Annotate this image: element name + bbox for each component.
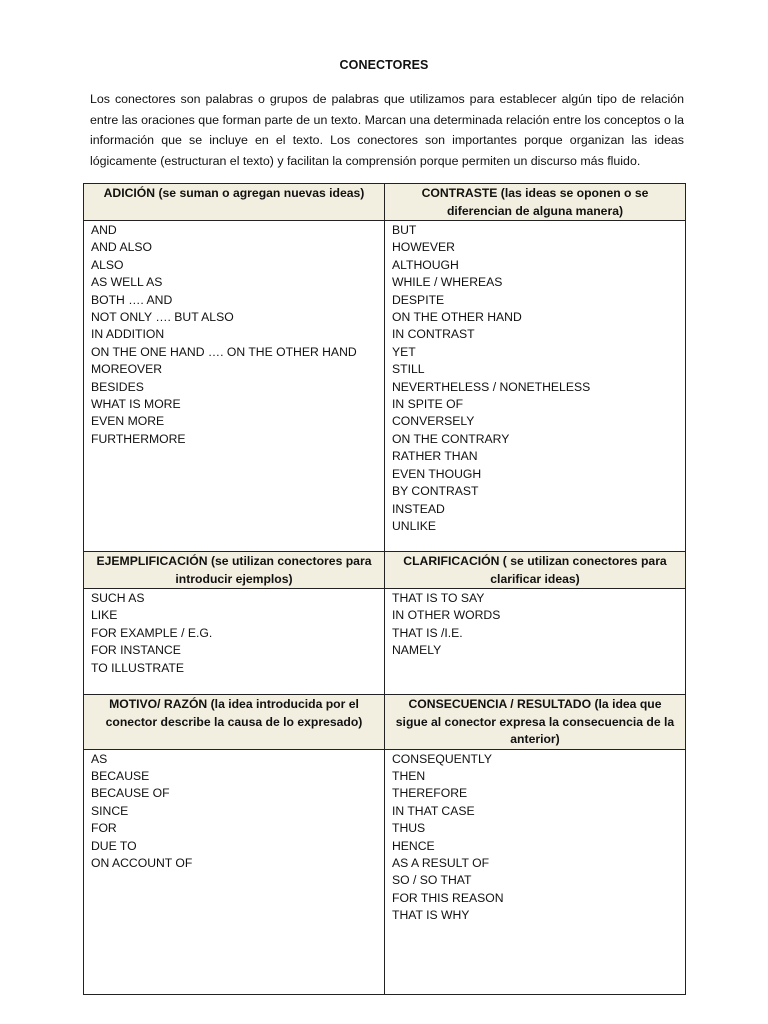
list-item: CONSEQUENTLY <box>392 751 492 766</box>
list-item: ON THE ONE HAND …. ON THE OTHER HAND <box>91 344 357 359</box>
list-item: IN OTHER WORDS <box>392 608 501 623</box>
list-item: THAT IS WHY <box>392 908 470 923</box>
connectors-table <box>83 183 686 995</box>
table-header-row <box>84 695 686 750</box>
list-item: AS <box>91 751 108 766</box>
list-item: NOT ONLY …. BUT ALSO <box>91 310 234 325</box>
adicion-header: ADICIÓN (se suman o agregan nuevas ideas) <box>84 184 385 221</box>
clarificacion-header: CLARIFICACIÓN ( se utilizan conectores para clarificar ideas) <box>385 552 686 589</box>
list-item: EVEN MORE <box>91 414 165 429</box>
list-item: MOREOVER <box>91 362 163 377</box>
list-item: IN ADDITION <box>91 327 165 342</box>
table-header-row <box>84 552 686 589</box>
list-item: ON ACCOUNT OF <box>91 855 193 870</box>
list-item: NAMELY <box>392 643 442 658</box>
list-item: DUE TO <box>91 838 137 853</box>
document-title: CONECTORES <box>339 58 429 72</box>
list-item: AND ALSO <box>91 240 152 255</box>
list-item: BECAUSE <box>91 768 150 783</box>
list-item: STILL <box>392 362 425 377</box>
list-item: AS WELL AS <box>91 275 163 290</box>
ejemplificacion-header: EJEMPLIFICACIÓN (se utilizan conectores para introducir ejemplos) <box>84 552 385 589</box>
motivo-list <box>84 749 385 994</box>
list-item: BESIDES <box>91 379 144 394</box>
consecuencia-list <box>385 749 686 994</box>
list-item: EVEN THOUGH <box>392 466 482 481</box>
table-header-row <box>84 184 686 221</box>
list-item: FOR THIS REASON <box>392 890 504 905</box>
list-item: RATHER THAN <box>392 449 478 464</box>
list-item: FURTHERMORE <box>91 431 186 446</box>
list-item: YET <box>392 344 416 359</box>
list-item: BECAUSE OF <box>91 786 170 801</box>
list-item: ALSO <box>91 257 124 272</box>
list-item: IN CONTRAST <box>392 327 475 342</box>
table-row <box>84 221 686 552</box>
list-item: FOR INSTANCE <box>91 643 181 658</box>
list-item: WHAT IS MORE <box>91 397 181 412</box>
table-row <box>84 749 686 994</box>
list-item: THUS <box>392 821 426 836</box>
list-item: AS A RESULT OF <box>392 855 490 870</box>
list-item: SINCE <box>91 803 129 818</box>
list-item: WHILE / WHEREAS <box>392 275 503 290</box>
list-item: AND <box>91 223 117 237</box>
table-row <box>84 589 686 695</box>
list-item: CONVERSELY <box>392 414 475 429</box>
list-item: ON THE OTHER HAND <box>392 310 522 325</box>
list-item: IN THAT CASE <box>392 803 475 818</box>
adicion-list <box>84 221 385 552</box>
list-item: UNLIKE <box>392 518 437 533</box>
list-item: NEVERTHELESS / NONETHELESS <box>392 379 591 394</box>
list-item: THAT IS /I.E. <box>392 625 463 640</box>
list-item: BUT <box>392 223 417 237</box>
list-item: BY CONTRAST <box>392 484 479 499</box>
contraste-header: CONTRASTE (las ideas se oponen o se diferencian de alguna manera) <box>385 184 686 221</box>
list-item: FOR EXAMPLE / E.G. <box>91 625 213 640</box>
list-item: IN SPITE OF <box>392 397 464 412</box>
list-item: LIKE <box>91 608 118 623</box>
clarificacion-list <box>385 589 686 695</box>
list-item: DESPITE <box>392 292 445 307</box>
list-item: THAT IS TO SAY <box>392 591 485 605</box>
list-item: ON THE CONTRARY <box>392 431 510 446</box>
list-item: FOR <box>91 821 117 836</box>
list-item: HENCE <box>392 838 435 853</box>
motivo-header: MOTIVO/ RAZÓN (la idea introducida por el conector describe la causa de lo expresado) <box>84 695 385 750</box>
list-item: HOWEVER <box>392 240 455 255</box>
list-item: ALTHOUGH <box>392 257 459 272</box>
list-item: TO ILLUSTRATE <box>91 660 185 675</box>
list-item: SUCH AS <box>91 591 145 605</box>
list-item: SO / SO THAT <box>392 873 472 888</box>
intro-paragraph: Los conectores son palabras o grupos de palabras que utilizamos para establecer algún tipo de relación entre las oraciones que forman parte de un texto. Marcan una determinada relación entre los conceptos o la información que se incluye en el texto. Los conectores son importantes porque organizan las ideas lógicamente (estructuran el texto) y facilitan la comprensión porque permiten un discurso más fluido. <box>90 92 684 168</box>
list-item: BOTH …. AND <box>91 292 173 307</box>
consecuencia-header: CONSECUENCIA / RESULTADO (la idea que sigue al conector expresa la consecuencia de la anterior) <box>385 695 686 750</box>
list-item: THEREFORE <box>392 786 468 801</box>
list-item: THEN <box>392 768 426 783</box>
contraste-list <box>385 221 686 552</box>
ejemplificacion-list <box>84 589 385 695</box>
list-item: INSTEAD <box>392 501 445 516</box>
